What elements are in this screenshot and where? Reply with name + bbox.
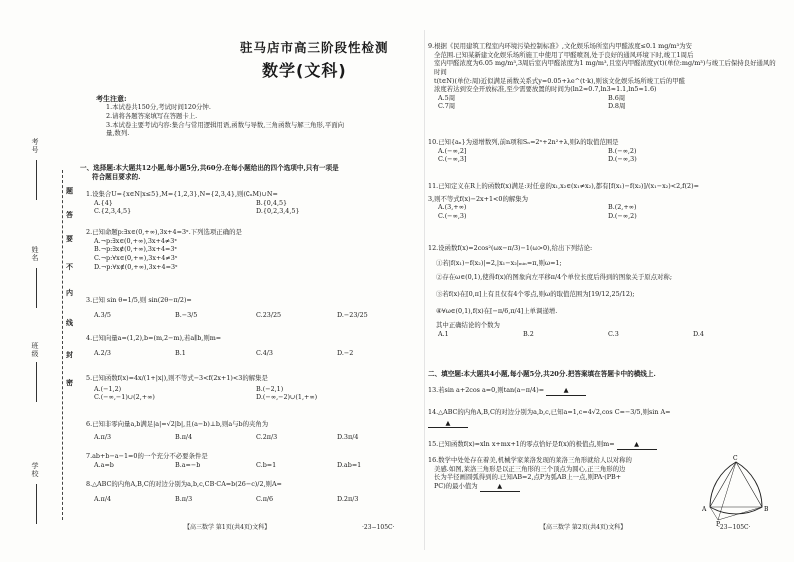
question-8 [86, 480, 418, 503]
section-1-heading: 一、选择题:本大题共12小题,每小题5分,共60分.在每小题给出的四个选项中,只有一项是 符合题目要求的. [80, 164, 339, 181]
statement-4: ④∀ω∈(0,1),f(x)在[−π/6,π/4]上单调递增. [436, 306, 558, 315]
option-c: C.3 [608, 329, 619, 338]
question-2 [86, 228, 418, 271]
question-stem: 8.△ABC的内角A,B,C的对边分别为a,b,c,CB·CA=b(26−c)/2,则A= [86, 480, 282, 488]
question-9 [428, 42, 778, 111]
page-divider [424, 30, 425, 550]
question-16 [428, 456, 698, 492]
question-1 [86, 190, 418, 216]
option-d: D.4 [693, 329, 704, 338]
option-d: D.¬p:∀x∉(0,+∞),3x+4=3ˣ [94, 262, 178, 271]
option-c: C.7周 [438, 102, 456, 111]
question-stem: 7.ab+b−a−1=0的一个充分不必要条件是 [86, 452, 208, 460]
option-d: D.ab=1 [337, 460, 362, 469]
question-5 [86, 374, 418, 402]
option-d: D.(−∞,−2)∪(1,+∞) [256, 393, 318, 402]
seal-word: 题 [66, 186, 73, 195]
footer-code: ·23−105C· [362, 524, 395, 531]
question-6 [86, 420, 418, 441]
option-c: C.(−∞,3] [438, 155, 467, 164]
notice-item: 1.本试卷共150分,考试时间120分钟. [106, 103, 211, 112]
question-7 [86, 452, 418, 469]
question-stem: 3.已知 sin θ=1/5,则 sin(2θ−π/2)= [86, 296, 192, 304]
label-b: B [764, 506, 769, 513]
question-stem: 13.若sin a+2cos a=0,则tan(a−π/4)= [428, 386, 545, 394]
reuleaux-triangle-figure [700, 454, 772, 526]
option-a: A.1 [438, 329, 449, 338]
question-stem: 5.已知函数f(x)=4x/(1+|x|),则不等式−3<f(2x+1)<3的解集是 [86, 374, 268, 382]
answer-blank[interactable]: ▲ [480, 482, 520, 492]
option-a: A.a=b [94, 460, 114, 469]
question-line: PC)的最小值为 [434, 481, 478, 490]
school-line [36, 484, 37, 524]
option-a: A.¬p:∃x∈(0,+∞),3x+4≠3ˣ [94, 236, 178, 245]
footer-code: ·23−105C· [718, 524, 751, 531]
footer-page-label: 【高三数学 第1页(共4页)文科】 [184, 524, 271, 531]
question-line: t(t∈N)(单位:周)近似满足函数关系式y=0.05+λe^(t·k),则该文化娱乐场所竣工后的甲醛 [434, 76, 685, 85]
seal-word: 封 [66, 350, 73, 359]
option-b: B.(2,+∞) [608, 203, 637, 212]
option-c: C.4/3 [256, 348, 273, 357]
question-stem: 2.已知命题p:∃x∈(0,+∞),3x+4=3ˣ.下列选项正确的是 [86, 228, 242, 236]
option-a: A.π/3 [94, 432, 112, 441]
notice-item: 3.本试卷主要考试内容:集合与常用逻辑用语,函数与导数,三角函数与解三角形,平面向 [106, 120, 345, 129]
option-d: D.2π/3 [337, 494, 359, 503]
option-c: C.(−∞,−1)∪(2,+∞) [94, 393, 155, 402]
question-15 [428, 440, 778, 450]
question-line: 美感.如图,莱洛三角形是以正三角形的三个顶点为圆心,正三角形的边 [434, 464, 626, 473]
notice-block [94, 94, 414, 138]
question-stem: 10.已知{aₙ}为递增数列,前n项和Sₙ=2ⁿ+2n²+λ,则λ的取值范围是 [428, 138, 619, 146]
question-stem: 15.已知函数f(x)=xln x+mx+1的零点恰好是f(x)的极值点,则m= [428, 440, 615, 448]
option-a: A.5周 [438, 93, 456, 102]
question-stem: 6.已知非零向量a,b满足|a|=√2|b|,且(a−b)⊥b,则a与b的夹角为 [86, 420, 269, 428]
option-a: A.(−1,2) [94, 384, 122, 393]
binding-strip [0, 0, 78, 562]
question-stem: 4.已知向量a=(1,2),b=(m,2−m),若a∥b,则m= [86, 334, 222, 342]
option-a: A.π/4 [94, 494, 112, 503]
option-d: D.(−∞,3) [608, 155, 637, 164]
option-a: A.(3,+∞) [438, 203, 467, 212]
question-line: 室内甲醛浓度为6.05 mg/m³,3周后室内甲醛浓度为1 mg/m³,且室内甲醛浓度y(t)(单位:mg/m³)与竣工后保持良好通风的时间 [434, 59, 776, 76]
question-stem: 1.设集合U={x∈N|x≤5},M={1,2,3},N={2,3,4},则(∁ᵤM)∪N= [86, 190, 278, 198]
seal-word: 要 [66, 234, 73, 243]
option-b: B.2 [523, 329, 534, 338]
statement-3: ③若f(x)在[0,π]上有且仅有4个零点,则ω的取值范围为[19/12,25/12); [436, 289, 635, 298]
footer-page-label: 【高三数学 第2页(共4页)文科】 [540, 524, 627, 531]
question-3 [86, 296, 418, 319]
question-13 [428, 386, 778, 396]
seal-word: 内 [66, 288, 73, 297]
seal-word: 答 [66, 210, 73, 219]
option-c: C.π/6 [256, 494, 274, 503]
option-d: D.(−∞,2) [608, 211, 637, 220]
option-d: D.−2 [337, 348, 354, 357]
question-stem: 14.△ABC的内角A,B,C的对边分别为a,b,c,已知a=1,c=4√2,cos C=−3/5,则sin A= [428, 408, 671, 416]
option-d: D.−23/25 [337, 310, 368, 319]
seal-dashed-line [62, 170, 63, 520]
option-c: C.¬p:∀x∈(0,+∞),3x+4≠3ˣ [94, 253, 178, 262]
question-14 [428, 408, 778, 428]
question-stem-continued: 3,则不等式f(x)−2x+1<0的解集为 [428, 194, 529, 203]
option-b: B.6周 [608, 93, 626, 102]
option-d: D.{0,2,3,4,5} [256, 207, 300, 216]
notice-item: 量,数列. [106, 129, 130, 138]
question-stem: 11.已知定义在R上的函数f(x)满足:对任意的x₁,x₂∈(x₁≠x₂),都有[f(x₁)−f(x₂)]/(x₁−x₂)<2,f(2)= [428, 182, 699, 190]
option-a: A.(−∞,2] [438, 146, 467, 155]
answer-blank[interactable]: ▲ [428, 419, 468, 429]
notice-item: 2.请将各题答案填写在答题卡上. [106, 112, 198, 121]
question-11 [428, 182, 778, 221]
statement-2: ②存在ω∈(0,1),使得f(x)的图象向左平移π/4个单位长度后得到的图象关于原点对称; [436, 273, 672, 282]
option-c: C.2π/3 [256, 432, 278, 441]
left-page [80, 0, 420, 562]
option-b: B.¬p:∃x∉(0,+∞),3x+4=3ˣ [94, 245, 178, 254]
option-b: B.π/3 [175, 494, 193, 503]
option-d: D.8周 [608, 102, 626, 111]
option-b: B.{0,4,5} [256, 198, 288, 207]
right-page [428, 0, 780, 562]
label-c: C [733, 455, 738, 462]
option-d: D.3π/4 [337, 432, 359, 441]
question-4 [86, 334, 418, 357]
school-label: 学校 [31, 462, 39, 478]
section-2-heading: 二、填空题:本大题共4小题,每小题5分,共20分.把答案填在答题卡中的横线上. [428, 370, 656, 378]
answer-blank[interactable]: ▲ [617, 440, 657, 450]
exam-subtitle: 数学(文科) [262, 61, 347, 80]
notice-heading: 考生注意: [96, 94, 127, 103]
exam-no-line [36, 160, 37, 200]
question-line: 浓度若达到安全开放标准,至少需要放置的时间为(ln2≈0.7,ln3≈1.1,ln5≈1.6) [434, 85, 657, 94]
seal-word: 不 [66, 262, 73, 271]
option-b: B.(−2,1) [256, 384, 284, 393]
option-b: B.1 [175, 348, 186, 357]
option-b: B.π/4 [175, 432, 193, 441]
question-line: 全范围.已知某新建文化娱乐场所施工中使用了甲醛喷剂,处于良好的通风环境下时,竣工1周后 [434, 50, 694, 59]
question-line: 9.根据《民用建筑工程室内环境污染控制标准》,文化娱乐场所室内甲醛浓度≤0.1 mg/m³为安 [428, 42, 692, 50]
label-p: P [716, 521, 721, 526]
class-line [36, 362, 37, 402]
option-c: C.(−∞,3) [438, 211, 467, 220]
question-stem: 12.设函数f(x)=2cos²(ωx−π/3)−1(ω>0),给出下列结论: [428, 244, 593, 252]
option-c: C.b=1 [256, 460, 277, 469]
option-b: B.(−∞,2) [608, 146, 637, 155]
answer-blank[interactable]: ▲ [546, 386, 586, 396]
question-10 [428, 138, 778, 164]
question-line: 长为半径画圆弧得到的.已知AB=2,点P为弧AB上一点,则PA·(PB+ [434, 473, 622, 482]
name-line [36, 268, 37, 308]
question-line: 16.数学中处处存在着美,机械学家莱洛发现的莱洛三角形就给人以对称的 [428, 456, 632, 464]
exam-no-label: 考号 [31, 138, 39, 154]
option-a: A.{4} [94, 198, 113, 207]
name-label: 姓名 [31, 246, 39, 262]
option-a: A.3/5 [94, 310, 111, 319]
option-a: A.2/3 [94, 348, 111, 357]
seal-word: 线 [66, 318, 73, 327]
exam-title: 驻马店市高三阶段性检测 [240, 40, 389, 55]
class-label: 班级 [31, 342, 39, 358]
option-b: B.a=−b [175, 460, 201, 469]
option-b: B.−3/5 [175, 310, 198, 319]
question-ask: 其中正确结论的个数为 [436, 321, 500, 330]
seal-word: 密 [66, 378, 73, 387]
question-12 [428, 244, 778, 338]
option-c: C.{2,3,4,5} [94, 207, 132, 216]
label-a: A [702, 506, 707, 513]
statement-1: ①若|f(x₁)−f(x₂)|=2,|x₁−x₂|ₘᵢₙ=π,则ω=1; [436, 258, 562, 267]
option-c: C.23/25 [256, 310, 282, 319]
